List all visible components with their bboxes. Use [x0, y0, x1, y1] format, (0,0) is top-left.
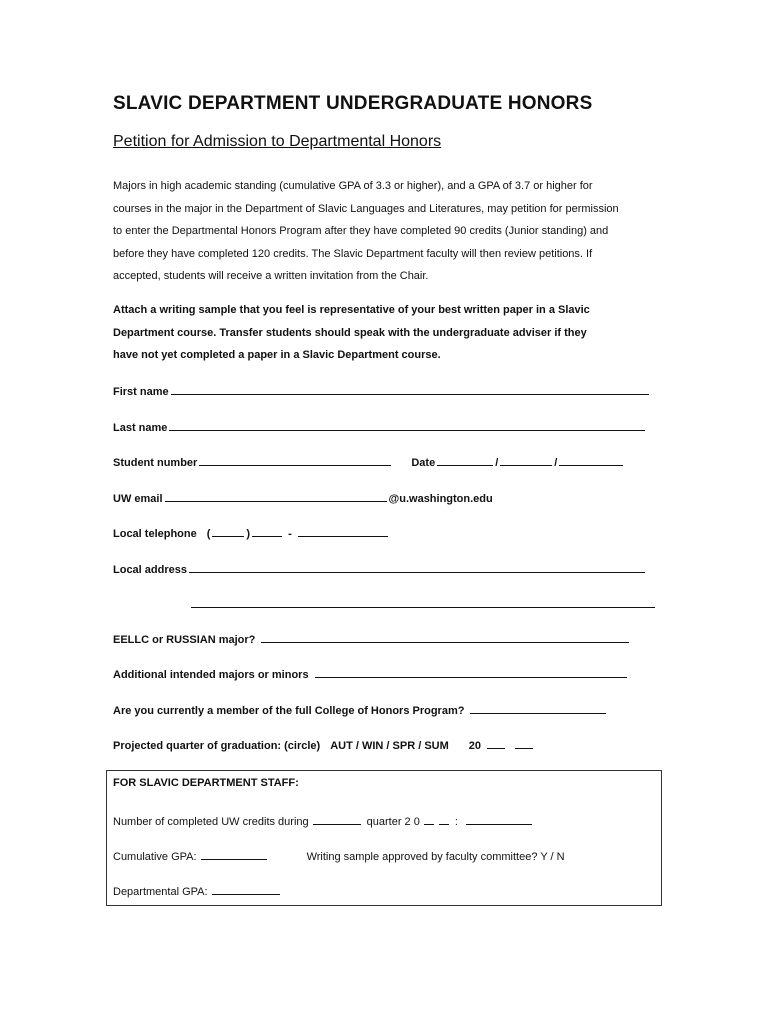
- credits-row: [113, 813, 534, 828]
- attach-line: have not yet completed a paper in a Slavic Department course.: [113, 349, 441, 361]
- local-address-field[interactable]: [189, 561, 645, 573]
- date-year-field[interactable]: [559, 454, 623, 466]
- year-digit-field[interactable]: [515, 737, 533, 749]
- phone-open-paren: (: [206, 528, 211, 540]
- major-field[interactable]: [261, 631, 629, 643]
- attach-instructions: [113, 299, 658, 367]
- phone-area-code-field[interactable]: [212, 525, 244, 537]
- cumulative-gpa-field[interactable]: [201, 848, 267, 860]
- uw-email-label: UW email: [113, 493, 163, 505]
- credits-label: Number of completed UW credits during: [113, 816, 309, 828]
- attach-line: Attach a writing sample that you feel is representative of your best written paper in a Slavic: [113, 304, 590, 316]
- quarter-label: quarter 2 0: [366, 816, 420, 828]
- graduation-label: Projected quarter of graduation: (circle): [113, 740, 321, 752]
- additional-majors-row: [113, 666, 629, 681]
- first-name-row: [113, 383, 651, 398]
- additional-majors-label: Additional intended majors or minors: [113, 669, 309, 681]
- departmental-gpa-label: Departmental GPA:: [113, 886, 208, 898]
- departmental-gpa-field[interactable]: [212, 883, 280, 895]
- local-address-row: [113, 561, 647, 576]
- last-name-field[interactable]: [169, 419, 645, 431]
- intro-line: accepted, students will receive a written invitation from the Chair.: [113, 270, 429, 282]
- graduation-row: [113, 737, 535, 752]
- first-name-label: First name: [113, 386, 169, 398]
- date-month-field[interactable]: [437, 454, 493, 466]
- major-row: [113, 631, 631, 646]
- honors-member-field[interactable]: [470, 702, 606, 714]
- cumulative-gpa-row: [113, 848, 565, 863]
- telephone-label: Local telephone: [113, 528, 197, 540]
- intro-line: courses in the major in the Department of Slavic Languages and Literatures, may petition for permission: [113, 202, 619, 215]
- student-number-field[interactable]: [199, 454, 391, 466]
- intro-line: before they have completed 120 credits. The Slavic Department faculty will then review petitions. If: [113, 247, 593, 260]
- local-address-row-2: [189, 596, 657, 608]
- attach-line: Department course. Transfer students should speak with the undergraduate adviser if they: [113, 326, 587, 339]
- quarter-options[interactable]: AUT / WIN / SPR / SUM: [330, 740, 449, 752]
- departmental-gpa-row: [113, 883, 282, 898]
- quarter-colon: :: [454, 816, 458, 828]
- page-subtitle: Petition for Admission to Departmental Honors: [113, 133, 442, 150]
- date-label: Date: [411, 457, 436, 469]
- uw-email-field[interactable]: [165, 490, 387, 502]
- student-number-row: [113, 454, 625, 469]
- cumulative-gpa-label: Cumulative GPA:: [113, 851, 197, 863]
- student-number-label: Student number: [113, 457, 198, 469]
- credits-field[interactable]: [313, 813, 361, 825]
- major-label: EELLC or RUSSIAN major?: [113, 634, 256, 646]
- quarter-field[interactable]: [466, 813, 532, 825]
- date-separator: /: [495, 457, 499, 469]
- phone-close-paren: ): [246, 528, 251, 540]
- staff-section: [106, 770, 662, 906]
- page-title: SLAVIC DEPARTMENT UNDERGRADUATE HONORS: [113, 93, 593, 114]
- writing-sample-question[interactable]: Writing sample approved by faculty committee? Y / N: [306, 851, 565, 863]
- uw-email-row: [113, 490, 493, 505]
- quarter-digit-field[interactable]: [424, 813, 434, 825]
- last-name-label: Last name: [113, 422, 168, 434]
- telephone-row: [113, 525, 390, 540]
- intro-paragraph: [113, 175, 658, 288]
- first-name-field[interactable]: [171, 383, 649, 395]
- email-domain: @u.washington.edu: [388, 493, 493, 505]
- intro-line: Majors in high academic standing (cumulative GPA of 3.3 or higher), and a GPA of 3.7 or higher for: [113, 180, 593, 192]
- staff-header: FOR SLAVIC DEPARTMENT STAFF:: [113, 777, 299, 789]
- phone-dash: -: [288, 528, 292, 540]
- honors-member-row: [113, 702, 608, 717]
- last-name-row: [113, 419, 647, 434]
- local-address-label: Local address: [113, 564, 187, 576]
- date-day-field[interactable]: [500, 454, 552, 466]
- date-separator: /: [554, 457, 558, 469]
- local-address-field-2[interactable]: [191, 596, 655, 608]
- intro-line: to enter the Departmental Honors Program after they have completed 90 credits (Junior standing) and: [113, 225, 609, 237]
- additional-majors-field[interactable]: [315, 666, 627, 678]
- phone-number-field[interactable]: [298, 525, 388, 537]
- year-prefix: 20: [468, 740, 482, 752]
- quarter-digit-field[interactable]: [439, 813, 449, 825]
- year-digit-field[interactable]: [487, 737, 505, 749]
- phone-prefix-field[interactable]: [252, 525, 282, 537]
- honors-member-label: Are you currently a member of the full College of Honors Program?: [113, 705, 465, 717]
